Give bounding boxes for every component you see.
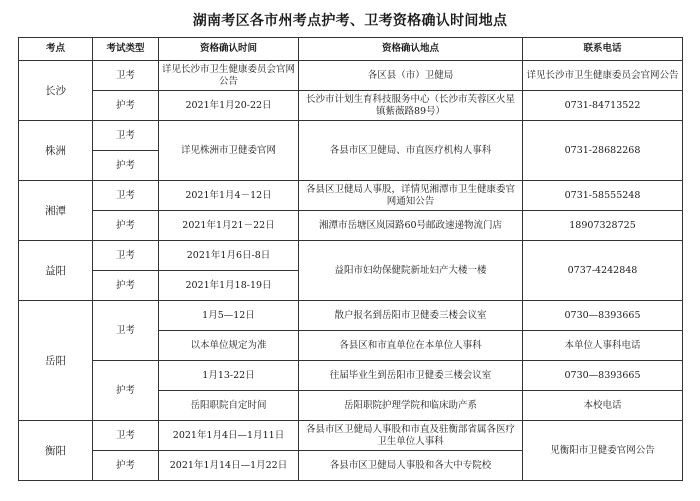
exam-type-cell: 卫考 (93, 181, 159, 211)
header-site: 考点 (19, 38, 93, 61)
exam-type-cell: 卫考 (93, 301, 159, 361)
phone-cell: 详见长沙市卫生健康委员会官网公告 (523, 61, 683, 91)
city-cell: 岳阳 (19, 301, 93, 421)
exam-type-cell: 卫考 (93, 61, 159, 91)
city-cell: 益阳 (19, 241, 93, 301)
table-row (19, 301, 683, 331)
table-row (19, 91, 683, 121)
page-title: 湖南考区各市州考点护考、卫考资格确认时间地点 (192, 13, 508, 29)
time-cell: 1月13-22日 (159, 361, 299, 391)
exam-type-cell: 护考 (93, 361, 159, 421)
city-cell: 株洲 (19, 121, 93, 181)
place-cell: 长沙市计划生育科技服务中心（长沙市芙蓉区火星镇紫薇路89号） (299, 91, 523, 121)
table-row (19, 61, 683, 91)
time-cell: 2021年1月4－12日 (159, 181, 299, 211)
table-row (19, 241, 683, 271)
city-cell: 湘潭 (19, 181, 93, 241)
place-cell: 益阳市妇幼保健院新址妇产大楼一楼 (299, 241, 523, 301)
exam-type-cell: 护考 (93, 271, 159, 301)
exam-type-cell: 护考 (93, 91, 159, 121)
header-phone: 联系电话 (523, 38, 683, 61)
time-cell: 2021年1月14日—1月22日 (159, 451, 299, 481)
time-cell: 2021年1月21－22日 (159, 211, 299, 241)
time-cell: 2021年1月18-19日 (159, 271, 299, 301)
city-cell: 衡阳 (19, 421, 93, 481)
exam-type-cell: 护考 (93, 151, 159, 181)
table-row (19, 181, 683, 211)
place-cell: 岳阳职院护理学院和临床助产系 (299, 391, 523, 421)
place-cell: 各县市区卫健局人事股和市直及驻衡部省属各医疗卫生单位人事科 (299, 421, 523, 451)
phone-cell: 18907328725 (523, 211, 683, 241)
header-confirm-place: 资格确认地点 (299, 38, 523, 61)
phone-cell: 0730—8393665 (523, 361, 683, 391)
time-cell: 2021年1月4日—1月11日 (159, 421, 299, 451)
place-cell: 各县市区卫健局、市直医疗机构人事科 (299, 121, 523, 181)
time-cell: 以本单位规定为准 (159, 331, 299, 361)
exam-type-cell: 卫考 (93, 421, 159, 451)
phone-cell: 见衡阳市卫健委官网公告 (523, 421, 683, 481)
table-row (19, 421, 683, 451)
header-row (19, 38, 683, 61)
phone-cell: 本单位人事科电话 (523, 331, 683, 361)
exam-type-cell: 护考 (93, 211, 159, 241)
phone-cell: 0731-84713522 (523, 91, 683, 121)
place-cell: 散户报名到岳阳市卫健委三楼会议室 (299, 301, 523, 331)
city-cell: 长沙 (19, 61, 93, 121)
table-row (19, 361, 683, 391)
time-cell: 详见长沙市卫生健康委员会官网公告 (159, 61, 299, 91)
phone-cell: 0731-58555248 (523, 181, 683, 211)
time-cell: 详见株洲市卫健委官网 (159, 121, 299, 181)
time-cell: 2021年1月20-22日 (159, 91, 299, 121)
place-cell: 各县市区卫健局人事股和各大中专院校 (299, 451, 523, 481)
table-row (19, 211, 683, 241)
exam-type-cell: 护考 (93, 451, 159, 481)
place-cell: 湘潭市岳塘区岚园路60号邮政速递物流门店 (299, 211, 523, 241)
place-cell: 往届毕业生到岳阳市卫健委三楼会议室 (299, 361, 523, 391)
place-cell: 各县区卫健局人事股，详情见湘潭市卫生健康委官网通知公告 (299, 181, 523, 211)
phone-cell: 本校电话 (523, 391, 683, 421)
time-cell: 岳阳职院自定时间 (159, 391, 299, 421)
exam-type-cell: 卫考 (93, 121, 159, 151)
time-cell: 2021年1月6日-8日 (159, 241, 299, 271)
header-exam-type: 考试类型 (93, 38, 159, 61)
phone-cell: 0731-28682268 (523, 121, 683, 181)
place-cell: 各区县（市）卫健局 (299, 61, 523, 91)
exam-type-cell: 卫考 (93, 241, 159, 271)
place-cell: 各县区和市直单位在本单位人事科 (299, 331, 523, 361)
time-cell: 1月5—12日 (159, 301, 299, 331)
header-confirm-time: 资格确认时间 (159, 38, 299, 61)
table-row (19, 121, 683, 151)
phone-cell: 0730—8393665 (523, 301, 683, 331)
phone-cell: 0737-4242848 (523, 241, 683, 301)
exam-confirmation-table (18, 37, 683, 481)
